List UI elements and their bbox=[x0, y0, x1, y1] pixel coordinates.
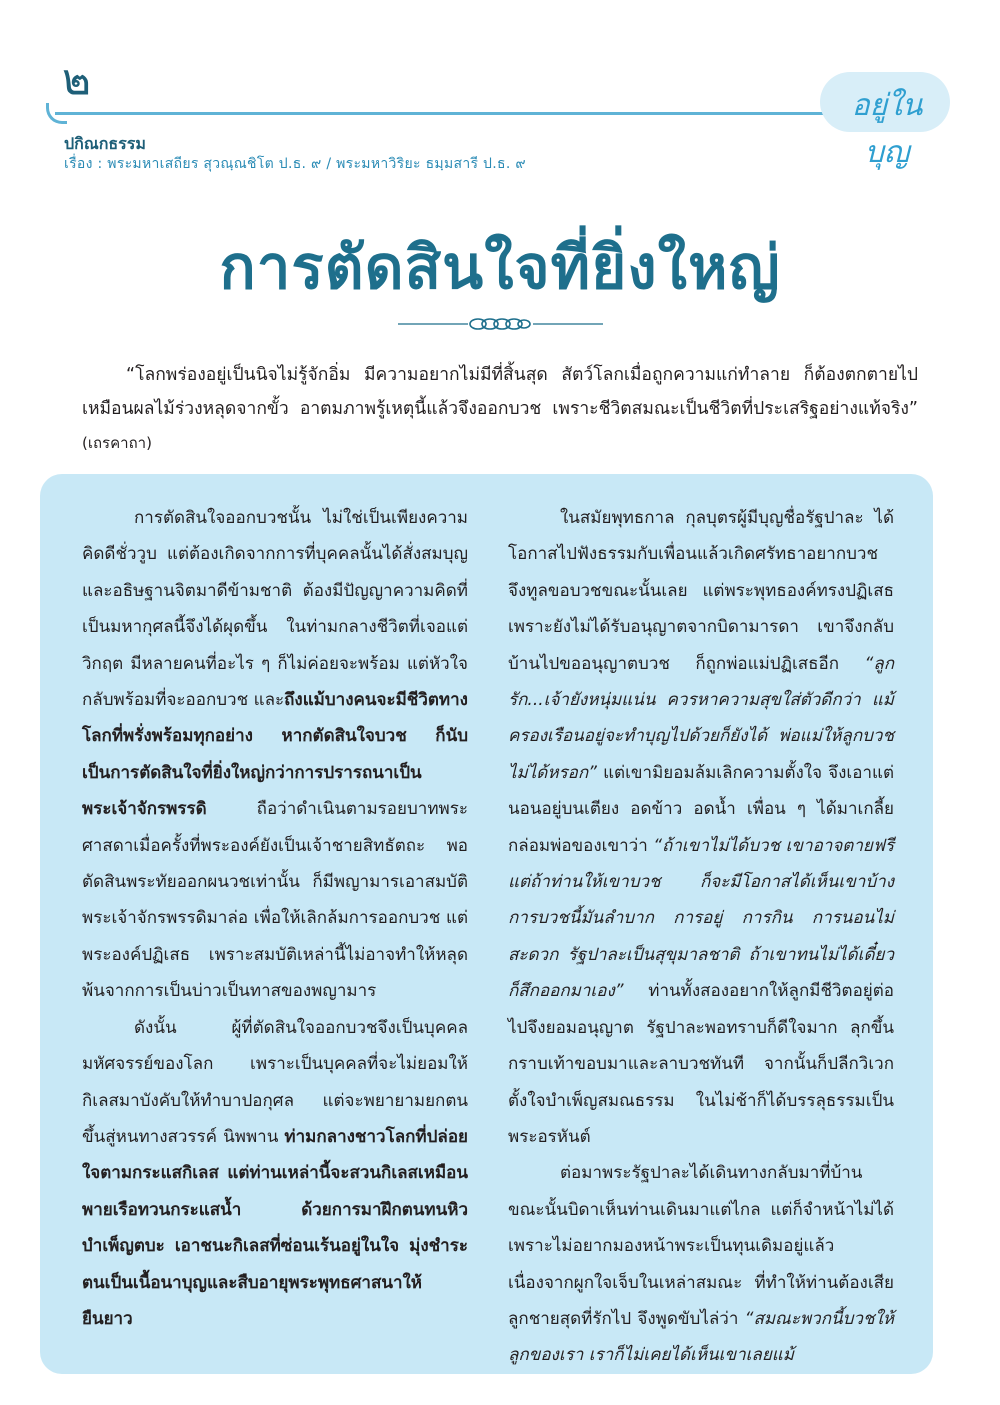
header-divider-line bbox=[55, 112, 885, 115]
left-p2-text: ดังนั้น ผู้ที่ตัดสินใจออกบวชจึงเป็นบุคคลมหัศจรรย์ของโลก เพราะเป็นบุคคลที่จะไม่ยอมให้กิเลสมาบังคับให้ทำบาปอกุศล แต่จะพยายามยกตนขึ้นสู่หนทางสวรรค์ นิพพาน bbox=[82, 1017, 468, 1147]
right-paragraph-2 bbox=[508, 1155, 894, 1373]
right-paragraph-1 bbox=[508, 500, 894, 1155]
section-label: ปกิณกธรรม bbox=[64, 134, 146, 153]
magazine-logo-text: อยู่ในบุญ bbox=[851, 88, 923, 170]
left-column bbox=[82, 500, 468, 1337]
left-p1-text-cont: ถือว่าดำเนินตามรอยบาทพระศาสดาเมื่อครั้งที่พระองค์ยังเป็นเจ้าชายสิทธัตถะ พอตัดสินพระทัยออกผนวชเท่านั้น ก็มีพญามารเอาสมบัติพระเจ้าจักรพรรดิมาล่อ เพื่อให้เลิกล้มการออกบวช แต่พระองค์ปฏิเสธ เพราะสมบัติเหล่านี้ไม่อาจทำให้หลุดพ้นจากการเป็นบ่าวเป็นทาสของพญามาร bbox=[82, 799, 468, 1002]
right-p1-text-cont: แต่เขามิยอมล้มเลิกความตั้งใจ จึงเอาแต่นอนอยู่บนเตียง อดข้าว อดน้ำ เพื่อน ๆ ได้มาเกลี้ยกล่อมพ่อของเขาว่า bbox=[508, 762, 894, 856]
right-p1-italic: “ลูกรัก...เจ้ายังหนุ่มแน่น ควรหาความสุขใส่ตัวดีกว่า แม้ครองเรือนอยู่จะทำบุญไปด้วยก็ยังได้ พ่อแม่ให้ลูกบวชไม่ได้หรอก” bbox=[508, 653, 894, 783]
right-p2-italic: “สมณะพวกนี้บวชให้ลูกของเรา เราก็ไม่เคยได้เห็นเขาเลยแม้ bbox=[508, 1308, 894, 1366]
right-p1-italic-2: “ถ้าเขาไม่ได้บวช เขาอาจตายฟรี แต่ถ้าท่านให้เขาบวช ก็จะมีโอกาสได้เห็นเขาบ้าง การบวชนี้มันลำบาก การอยู่ การกิน การนอนไม่สะดวก รัฐปาละเป็นสุขุมาลชาติ ถ้าเขาทนไม่ได้เดี๋ยวก็สึกออกมาเอง” bbox=[508, 835, 894, 1002]
right-p1-text: ในสมัยพุทธกาล กุลบุตรผู้มีบุญชื่อรัฐปาละ ได้โอกาสไปฟังธรรมกับเพื่อนแล้วเกิดศรัทธาอยากบวชจึงทูลขอบวชขณะนั้นเลย แต่พระพุทธองค์ทรงปฏิเสธเพราะยังไม่ได้รับอนุญาตจากบิดามารดา เขาจึงกลับบ้านไปขออนุญาตบวช ก็ถูกพ่อแม่ปฏิเสธอีก bbox=[508, 508, 894, 674]
left-p2-bold: ท่ามกลางชาวโลกที่ปล่อยใจตามกระแสกิเลส แต่ท่านเหล่านี้จะสวนกิเลสเหมือนพายเรือทวนกระแสน้ำ ด้วยการมาฝึกตนทนหิว บำเพ็ญตบะ เอาชนะกิเลสที่ซ่อนเร้นอยู่ในใจ มุ่งชำระตนเป็นเนื้อนาบุญและสืบอายุพระพุทธศาสนาให้ยืนยาว bbox=[82, 1126, 468, 1329]
left-p1-bold: ถึงแม้บางคนจะมีชีวิตทางโลกที่พรั่งพร้อมทุกอย่าง หากตัดสินใจบวช ก็นับเป็นการตัดสินใจที่ยิ่งใหญ่กว่าการปรารถนาเป็นพระเจ้าจักรพรรดิ bbox=[82, 690, 468, 820]
right-p1-text-end: ท่านทั้งสองอยากให้ลูกมีชีวิตอยู่ต่อไปจึงยอมอนุญาต รัฐปาละพอทราบก็ดีใจมาก ลุกขึ้นกราบเท้าขอบมาและลาบวชทันที จากนั้นก็ปลีกวิเวกตั้งใจบำเพ็ญสมณธรรม ในไม่ช้าก็ได้บรรลุธรรมเป็นพระอรหันต์ bbox=[508, 981, 894, 1147]
title-ornament-icon bbox=[398, 312, 603, 336]
right-column bbox=[508, 500, 894, 1374]
left-p1-text: การตัดสินใจออกบวชนั้น ไม่ใช่เป็นเพียงความคิดดีชั่ววูบ แต่ต้องเกิดจากการที่บุคคลนั้นได้สั่งสมบุญและอธิษฐานจิตมาดีข้ามชาติ ต้องมีปัญญาความคิดที่เป็นมหากุศลนี้จึงได้ผุดขึ้น ในท่ามกลางชีวิตที่เจอแต่วิกฤต มีหลายคนที่อะไร ๆ ก็ไม่ค่อยจะพร้อม แต่หัวใจกลับพร้อมที่จะออกบวช และ bbox=[82, 508, 468, 711]
page-number: ๒ bbox=[62, 54, 92, 105]
article-title: การตัดสินใจที่ยิ่งใหญ่ bbox=[219, 233, 781, 303]
left-paragraph-2 bbox=[82, 1010, 468, 1338]
right-p2-text: ต่อมาพระรัฐปาละได้เดินทางกลับมาที่บ้าน ขณะนั้นบิดาเห็นท่านเดินมาแต่ไกล แต่ก็จำหน้าไม่ได้ เพราะไม่อยากมองหน้าพระเป็นทุนเดิมอยู่แล้ว เนื่องจากผูกใจเจ็บในเหล่าสมณะ ที่ทำให้ท่านต้องเสียลูกชายสุดที่รักไป จึงพูดขับไล่ว่า bbox=[508, 1163, 894, 1329]
quote-text: “โลกพร่องอยู่เป็นนิจไม่รู้จักอิ่ม มีความอยากไม่มีที่สิ้นสุด สัตว์โลกเมื่อถูกความแก่ทำลาย ก็ต้องตกตายไปเหมือนผลไม้ร่วงหลุดจากขั้ว อาตมภาพรู้เหตุนี้แล้วจึงออกบวช เพราะชีวิตสมณะเป็นชีวิตที่ประเสริฐอย่างแท้จริง” bbox=[82, 365, 918, 419]
opening-quote bbox=[82, 358, 918, 460]
author-line: เรื่อง : พระมหาเสถียร สุวณฺณชิโต ป.ธ. ๙ / พระมหาวิริยะ ธมฺมสารี ป.ธ. ๙ bbox=[64, 156, 526, 172]
left-paragraph-1 bbox=[82, 500, 468, 1010]
quote-citation: (เถรคาถา) bbox=[82, 434, 152, 452]
